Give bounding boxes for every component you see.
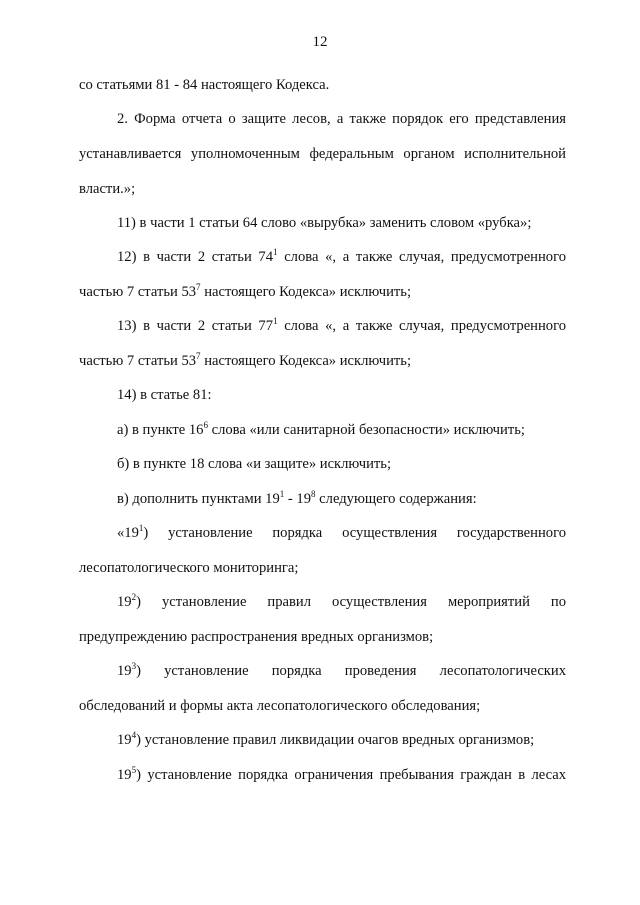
text-line: частью 7 статьи $53^7$ настоящего Кодекса» исключить; (79, 282, 411, 300)
superscript: 6 (203, 420, 208, 430)
text-line: в) дополнить пунктами $19^1 - 19^8$ следующего содержания: (117, 489, 477, 507)
text-line: 13) в части 2 статьи $77^1$ слова «, а также случая, предусмотренного (117, 316, 567, 334)
text-line: 11) в части 1 статьи 64 слово «вырубка» заменить словом «рубка»; (117, 215, 532, 231)
text-line: б) в пункте 18 слова «и защите» исключить; (117, 456, 392, 472)
superscript: 1 (279, 489, 285, 499)
superscript: 7 (196, 351, 201, 361)
text-line: 14) в статье 81: (117, 387, 212, 403)
text-line: $19^5$) установление порядка ограничения пребывания граждан в лесах (117, 765, 566, 783)
superscript: 1 (138, 523, 144, 533)
text-line: предупреждению распространения вредных организмов; (79, 629, 434, 645)
superscript: 5 (131, 765, 137, 775)
superscript: 7 (196, 282, 201, 292)
text-line: 12) в части 2 статьи $74^1$ слова «, а также случая, предусмотренного (117, 247, 567, 265)
superscript: 2 (131, 592, 137, 602)
superscript: 3 (131, 661, 137, 671)
text-line: лесопатологического мониторинга; (79, 560, 299, 576)
text-line: $19^2$) установление правил осуществления мероприятий по (117, 592, 566, 610)
superscript: 1 (273, 247, 278, 257)
text-line: $19^3$) установление порядка проведения лесопатологических (117, 661, 566, 679)
text-line: $19^4$) установление правил ликвидации очагов вредных организмов; (117, 730, 535, 748)
text-line: обследований и формы акта лесопатологического обследования; (79, 698, 481, 714)
text-line: 2. Форма отчета о защите лесов, а также порядок его представления (117, 111, 566, 127)
text-line: со статьями 81 - 84 настоящего Кодекса. (79, 77, 330, 93)
page-number: 12 (312, 34, 328, 50)
superscript: 1 (273, 316, 278, 326)
text-line: а) в пункте $16^6$ слова «или санитарной безопасности» исключить; (117, 420, 525, 438)
text-line: частью 7 статьи $53^7$ настоящего Кодекса» исключить; (79, 351, 411, 369)
text-line: власти.»; (79, 181, 136, 197)
text-line: «$19^1$) установление порядка осуществления государственного (117, 523, 566, 541)
superscript: 4 (131, 730, 137, 740)
text-line: устанавливается уполномоченным федеральным органом исполнительной (79, 146, 566, 162)
superscript: 8 (311, 489, 316, 499)
